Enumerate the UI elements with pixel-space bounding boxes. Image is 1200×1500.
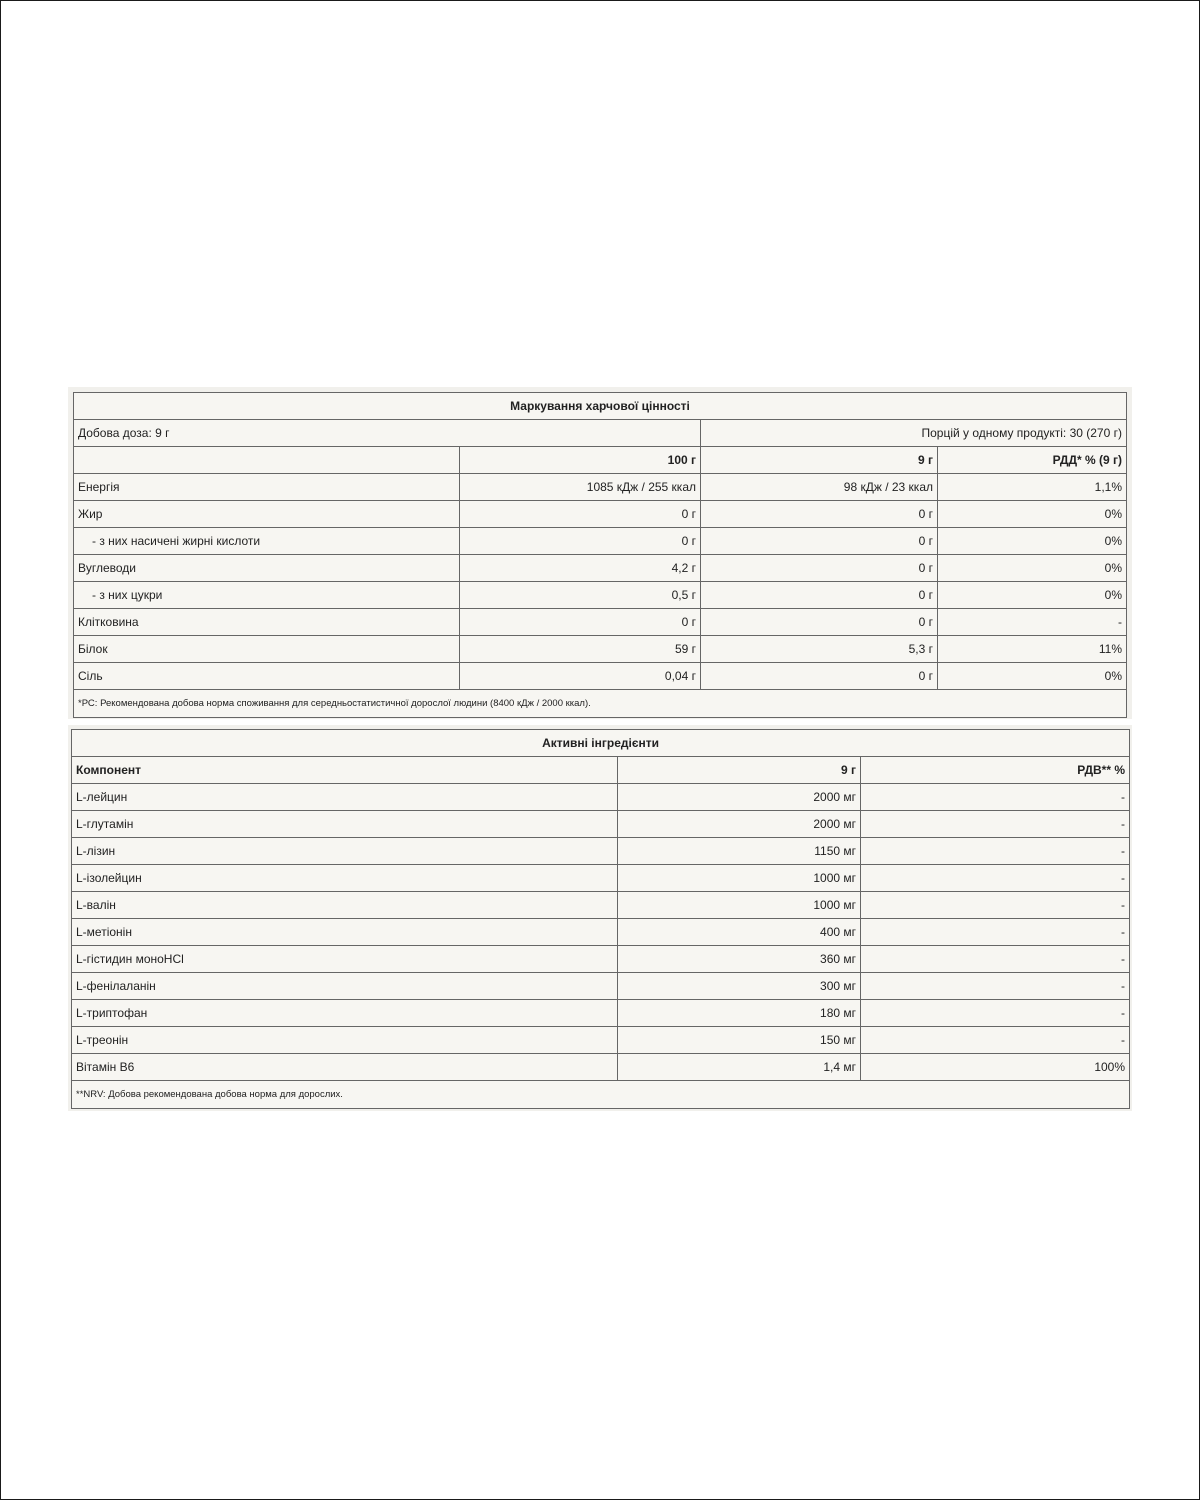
ingredient-row: [72, 1027, 1130, 1054]
nutrition-title: Маркування харчової цінності: [74, 393, 1127, 420]
nutrient-per-100g: 0,5 г: [460, 582, 701, 609]
nutrition-row: [74, 582, 1127, 609]
ingredient-rdv: -: [861, 973, 1130, 1000]
ingredient-row: [72, 946, 1130, 973]
nutrient-name: Клітковина: [74, 609, 460, 636]
nutrient-rdd: 1,1%: [938, 474, 1127, 501]
header-component: Компонент: [72, 757, 618, 784]
ingredient-name: L-гістидин моноHCl: [72, 946, 618, 973]
ingredient-rdv: 100%: [861, 1054, 1130, 1081]
nutrition-row: [74, 663, 1127, 690]
nutrient-rdd: 0%: [938, 555, 1127, 582]
ingredient-rdv: -: [861, 1000, 1130, 1027]
ingredient-amount: 1000 мг: [618, 892, 861, 919]
ingredient-rdv: -: [861, 811, 1130, 838]
header-amount-9g: 9 г: [618, 757, 861, 784]
nutrient-name: Сіль: [74, 663, 460, 690]
active-footnote: **NRV: Добова рекомендована добова норма для дорослих.: [72, 1081, 1130, 1109]
ingredient-row: [72, 1000, 1130, 1027]
nutrition-panel: [68, 387, 1132, 719]
nutrition-row: [74, 528, 1127, 555]
ingredient-name: L-треонін: [72, 1027, 618, 1054]
ingredient-rdv: -: [861, 865, 1130, 892]
ingredient-row: [72, 784, 1130, 811]
nutrient-name: - з них цукри: [74, 582, 460, 609]
ingredient-amount: 400 мг: [618, 919, 861, 946]
nutrient-name: Енергія: [74, 474, 460, 501]
nutrient-rdd: -: [938, 609, 1127, 636]
nutrient-name: Білок: [74, 636, 460, 663]
ingredient-amount: 1000 мг: [618, 865, 861, 892]
ingredient-name: Вітамін B6: [72, 1054, 618, 1081]
nutrient-per-100g: 0 г: [460, 528, 701, 555]
header-empty-cell: [74, 447, 460, 474]
ingredient-row: [72, 919, 1130, 946]
daily-dose: Добова доза: 9 г: [74, 420, 701, 447]
ingredient-name: L-триптофан: [72, 1000, 618, 1027]
nutrient-rdd: 11%: [938, 636, 1127, 663]
ingredient-amount: 2000 мг: [618, 784, 861, 811]
ingredient-name: L-фенілаланін: [72, 973, 618, 1000]
ingredient-row: [72, 811, 1130, 838]
ingredient-name: L-метіонін: [72, 919, 618, 946]
active-ingredients-panel: [68, 725, 1132, 1111]
nutrient-rdd: 0%: [938, 528, 1127, 555]
nutrient-per-100g: 0 г: [460, 609, 701, 636]
ingredient-amount: 1,4 мг: [618, 1054, 861, 1081]
nutrition-row: [74, 474, 1127, 501]
nutrient-per-9g: 0 г: [701, 528, 938, 555]
nutrient-per-9g: 0 г: [701, 582, 938, 609]
active-ingredients-table: [71, 729, 1130, 1109]
nutrient-rdd: 0%: [938, 582, 1127, 609]
ingredient-amount: 150 мг: [618, 1027, 861, 1054]
nutrient-per-100g: 0 г: [460, 501, 701, 528]
ingredient-rdv: -: [861, 946, 1130, 973]
ingredient-name: L-глутамін: [72, 811, 618, 838]
nutrition-row: [74, 501, 1127, 528]
nutrition-row: [74, 636, 1127, 663]
nutrient-per-9g: 0 г: [701, 663, 938, 690]
nutrition-header-row: [74, 447, 1127, 474]
ingredient-rdv: -: [861, 919, 1130, 946]
active-title-row: [72, 730, 1130, 757]
ingredient-amount: 300 мг: [618, 973, 861, 1000]
nutrient-name: Жир: [74, 501, 460, 528]
nutrition-dose-row: [74, 420, 1127, 447]
nutrition-footnote: *РС: Рекомендована добова норма споживання для середньостатистичної дорослої людини (8400 кДж / 2000 ккал).: [74, 690, 1127, 718]
ingredient-name: L-ізолейцин: [72, 865, 618, 892]
ingredient-amount: 2000 мг: [618, 811, 861, 838]
nutrient-per-100g: 1085 кДж / 255 ккал: [460, 474, 701, 501]
nutrient-per-100g: 0,04 г: [460, 663, 701, 690]
ingredient-amount: 360 мг: [618, 946, 861, 973]
nutrient-per-9g: 98 кДж / 23 ккал: [701, 474, 938, 501]
nutrient-per-9g: 0 г: [701, 609, 938, 636]
ingredient-amount: 180 мг: [618, 1000, 861, 1027]
nutrition-row: [74, 609, 1127, 636]
nutrient-per-9g: 5,3 г: [701, 636, 938, 663]
active-header-row: [72, 757, 1130, 784]
ingredient-rdv: -: [861, 1027, 1130, 1054]
nutrition-row: [74, 555, 1127, 582]
active-footnote-row: [72, 1081, 1130, 1109]
ingredient-rdv: -: [861, 838, 1130, 865]
ingredient-name: L-лізин: [72, 838, 618, 865]
ingredient-rdv: -: [861, 892, 1130, 919]
header-per-100g: 100 г: [460, 447, 701, 474]
nutrient-name: Вуглеводи: [74, 555, 460, 582]
nutrient-rdd: 0%: [938, 501, 1127, 528]
nutrition-table: [73, 392, 1127, 718]
nutrient-per-9g: 0 г: [701, 555, 938, 582]
ingredient-row: [72, 865, 1130, 892]
nutrient-name: - з них насичені жирні кислоти: [74, 528, 460, 555]
ingredient-name: L-валін: [72, 892, 618, 919]
servings-per-product: Порцій у одному продукті: 30 (270 г): [701, 420, 1127, 447]
nutrient-per-100g: 59 г: [460, 636, 701, 663]
ingredient-row: [72, 1054, 1130, 1081]
header-rdv: РДВ** %: [861, 757, 1130, 784]
ingredient-row: [72, 973, 1130, 1000]
ingredient-row: [72, 892, 1130, 919]
nutrient-rdd: 0%: [938, 663, 1127, 690]
ingredient-row: [72, 838, 1130, 865]
nutrient-per-100g: 4,2 г: [460, 555, 701, 582]
nutrient-per-9g: 0 г: [701, 501, 938, 528]
active-title: Активні інгредієнти: [72, 730, 1130, 757]
ingredient-amount: 1150 мг: [618, 838, 861, 865]
ingredient-rdv: -: [861, 784, 1130, 811]
nutrition-title-row: [74, 393, 1127, 420]
ingredient-name: L-лейцин: [72, 784, 618, 811]
header-rdd: РДД* % (9 г): [938, 447, 1127, 474]
header-per-9g: 9 г: [701, 447, 938, 474]
nutrition-footnote-row: [74, 690, 1127, 718]
